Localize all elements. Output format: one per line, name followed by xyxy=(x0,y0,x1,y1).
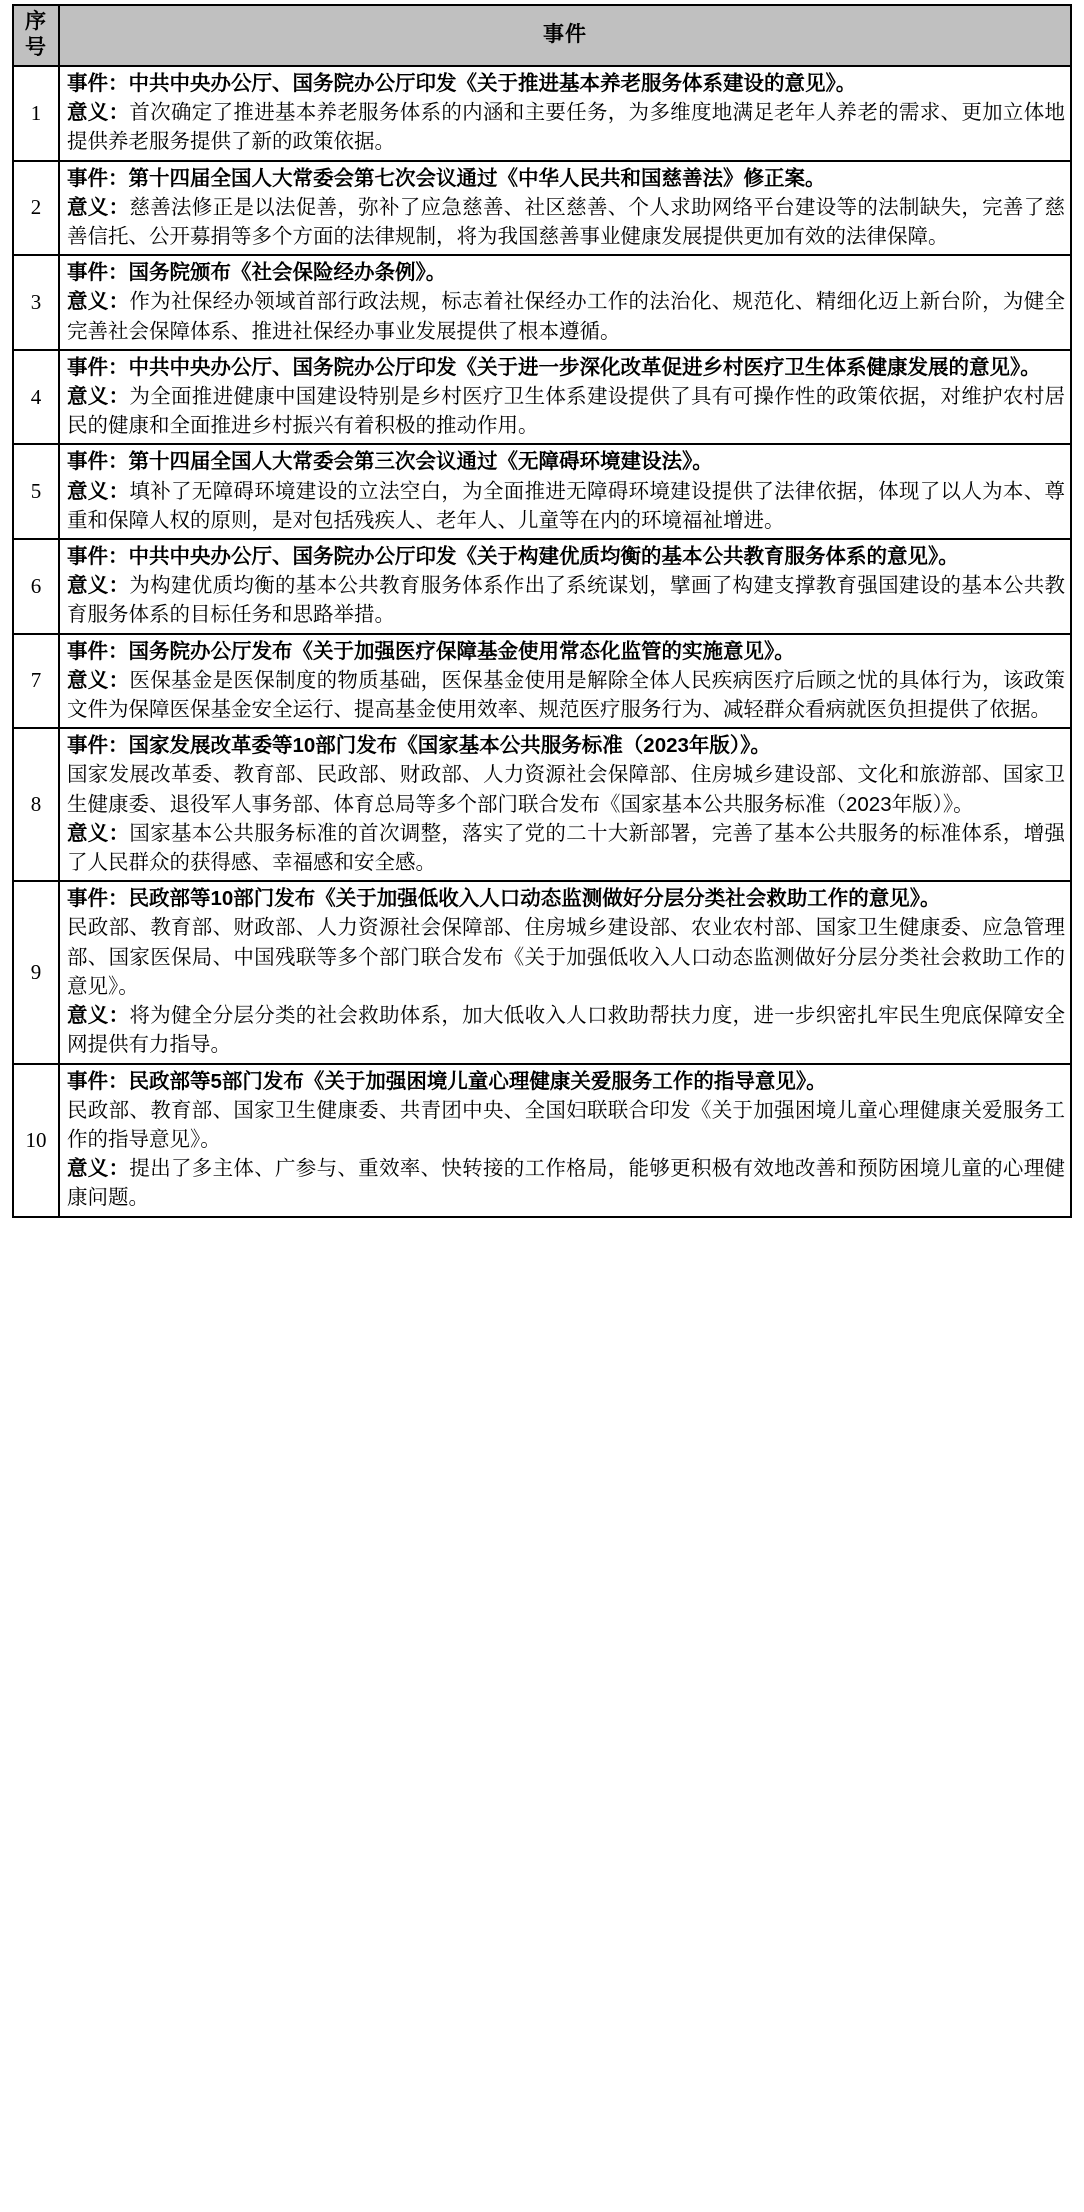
row-index-cell: 3 xyxy=(13,255,59,350)
significance-paragraph xyxy=(67,571,1065,629)
significance-label: 意义： xyxy=(67,574,130,598)
table-row xyxy=(13,255,1071,350)
event-title-paragraph: 事件：国务院办公厅发布《关于加强医疗保障基金使用常态化监管的实施意见》。 xyxy=(67,639,795,663)
significance-text: 填补了无障碍环境建设的立法空白，为全面推进无障碍环境建设提供了法律依据，体现了以人为本、尊重和保障人权的原则，是对包括残疾人、老年人、儿童等在内的环境福祉增进。 xyxy=(67,479,1066,532)
significance-label: 意义： xyxy=(67,101,130,125)
event-cell xyxy=(59,444,1071,539)
significance-text: 医保基金是医保制度的物质基础，医保基金使用是解除全体人民疾病医疗后顾之忧的具体行为，该政策文件为保障医保基金安全运行、提高基金使用效率、规范医疗服务行为、减轻群众看病就医负担提供了依据。 xyxy=(67,668,1066,722)
significance-label: 意义： xyxy=(67,479,130,503)
table-row xyxy=(13,634,1071,729)
significance-label: 意义： xyxy=(67,195,130,219)
event-cell xyxy=(59,728,1071,881)
event-cell xyxy=(59,255,1071,350)
column-header-event: 事件 xyxy=(59,5,1071,66)
significance-label: 意义： xyxy=(67,290,130,314)
events-table xyxy=(12,4,1072,1218)
significance-paragraph xyxy=(67,193,1065,251)
significance-paragraph xyxy=(67,98,1065,156)
significance-text: 将为健全分层分类的社会救助体系，加大低收入人口救助帮扶力度，进一步织密扎牢民生兜底保障安全网提供有力指导。 xyxy=(67,1004,1066,1057)
significance-text: 国家基本公共服务标准的首次调整，落实了党的二十大新部署，完善了基本公共服务的标准体系，增强了人民群众的获得感、幸福感和安全感。 xyxy=(67,821,1066,875)
event-cell xyxy=(59,634,1071,729)
table-row xyxy=(13,66,1071,161)
event-title-paragraph: 事件：中共中央办公厅、国务院办公厅印发《关于推进基本养老服务体系建设的意见》。 xyxy=(67,72,857,95)
row-index-cell: 4 xyxy=(13,350,59,445)
document-page xyxy=(0,4,1084,1218)
row-index-cell: 5 xyxy=(13,444,59,539)
table-body xyxy=(13,66,1071,1217)
row-index-cell: 9 xyxy=(13,881,59,1063)
significance-paragraph xyxy=(67,666,1065,724)
event-title-paragraph: 事件：民政部等10部门发布《关于加强低收入人口动态监测做好分层分类社会救助工作的意见》。 xyxy=(67,887,941,911)
table-header xyxy=(13,5,1071,66)
event-cell xyxy=(59,1064,1071,1217)
event-title-paragraph: 事件：中共中央办公厅、国务院办公厅印发《关于进一步深化改革促进乡村医疗卫生体系健康发展的意见》。 xyxy=(67,355,1041,379)
significance-text: 慈善法修正是以法促善，弥补了应急慈善、社区慈善、个人求助网络平台建设等的法制缺失，完善了慈善信托、公开募捐等多个方面的法律规制，将为我国慈善事业健康发展提供更加有效的法律保障。 xyxy=(67,195,1066,249)
row-index-cell: 1 xyxy=(13,66,59,161)
table-row xyxy=(13,539,1071,634)
table-header-row xyxy=(13,5,1071,66)
row-index-cell: 8 xyxy=(13,728,59,881)
table-row xyxy=(13,1064,1071,1217)
event-title-paragraph: 事件：第十四届全国人大常委会第七次会议通过《中华人民共和国慈善法》修正案。 xyxy=(67,166,826,190)
table-row xyxy=(13,350,1071,445)
event-cell xyxy=(59,66,1071,161)
event-title-paragraph: 事件：国务院颁布《社会保险经办条例》。 xyxy=(67,261,447,285)
row-index-cell: 7 xyxy=(13,634,59,729)
detail-paragraph: 国家发展改革委、教育部、民政部、财政部、人力资源社会保障部、住房城乡建设部、文化和旅游部、国家卫生健康委、退役军人事务部、体育总局等多个部门联合发布《国家基本公共服务标准（2023年版）》。 xyxy=(67,763,1065,816)
detail-paragraph: 民政部、教育部、国家卫生健康委、共青团中央、全国妇联联合印发《关于加强困境儿童心理健康关爱服务工作的指导意见》。 xyxy=(67,1098,1065,1151)
row-index-cell: 2 xyxy=(13,161,59,256)
table-row xyxy=(13,161,1071,256)
row-index-cell: 6 xyxy=(13,539,59,634)
significance-text: 首次确定了推进基本养老服务体系的内涵和主要任务，为多维度地满足老年人养老的需求、更加立体地提供养老服务提供了新的政策依据。 xyxy=(67,101,1066,154)
event-title-paragraph: 事件：第十四届全国人大常委会第三次会议通过《无障碍环境建设法》。 xyxy=(67,450,713,474)
event-cell xyxy=(59,350,1071,445)
significance-label: 意义： xyxy=(67,1004,130,1028)
significance-text: 为全面推进健康中国建设特别是乡村医疗卫生体系建设提供了具有可操作性的政策依据，对维护农村居民的健康和全面推进乡村振兴有着积极的推动作用。 xyxy=(67,385,1066,438)
event-title-paragraph: 事件：中共中央办公厅、国务院办公厅印发《关于构建优质均衡的基本公共教育服务体系的意见》。 xyxy=(67,545,959,569)
significance-label: 意义： xyxy=(67,668,130,692)
significance-label: 意义： xyxy=(67,821,130,845)
event-cell xyxy=(59,539,1071,634)
significance-text: 提出了多主体、广参与、重效率、快转接的工作格局，能够更积极有效地改善和预防困境儿童的心理健康问题。 xyxy=(67,1157,1066,1210)
table-row xyxy=(13,728,1071,881)
event-cell xyxy=(59,161,1071,256)
significance-label: 意义： xyxy=(67,385,130,409)
significance-text: 为构建优质均衡的基本公共教育服务体系作出了系统谋划，擘画了构建支撑教育强国建设的基本公共教育服务体系的目标任务和思路举措。 xyxy=(67,574,1066,627)
significance-paragraph xyxy=(67,1001,1065,1059)
significance-paragraph xyxy=(67,287,1065,345)
event-title-paragraph: 事件：国家发展改革委等10部门发布《国家基本公共服务标准（2023年版）》。 xyxy=(67,734,771,758)
significance-text: 作为社保经办领域首部行政法规，标志着社保经办工作的法治化、规范化、精细化迈上新台阶，为健全完善社会保障体系、推进社保经办事业发展提供了根本遵循。 xyxy=(67,290,1066,343)
table-row xyxy=(13,881,1071,1063)
detail-paragraph: 民政部、教育部、财政部、人力资源社会保障部、住房城乡建设部、农业农村部、国家卫生健康委、应急管理部、国家医保局、中国残联等多个部门联合发布《关于加强低收入人口动态监测做好分层分类社会救助工作的意见》。 xyxy=(67,916,1065,998)
significance-paragraph xyxy=(67,1154,1065,1212)
significance-paragraph xyxy=(67,382,1065,440)
column-header-no: 序号 xyxy=(13,5,59,66)
significance-paragraph xyxy=(67,477,1065,535)
event-cell xyxy=(59,881,1071,1063)
event-title-paragraph: 事件：民政部等5部门发布《关于加强困境儿童心理健康关爱服务工作的指导意见》。 xyxy=(67,1069,827,1093)
row-index-cell: 10 xyxy=(13,1064,59,1217)
table-row xyxy=(13,444,1071,539)
significance-label: 意义： xyxy=(67,1157,130,1181)
significance-paragraph xyxy=(67,819,1065,877)
